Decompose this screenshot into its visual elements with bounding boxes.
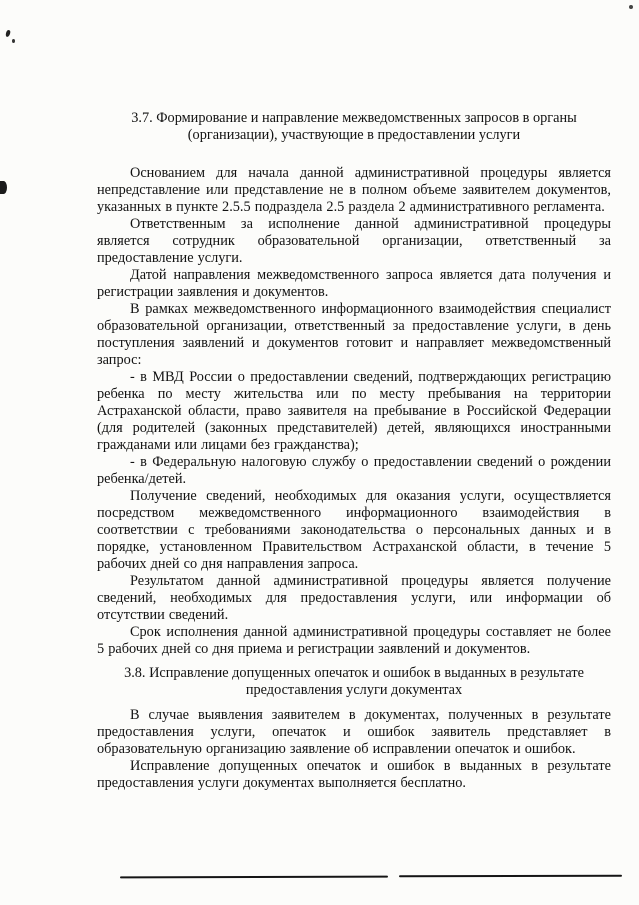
bottom-rule-right <box>399 875 622 878</box>
paragraph: В рамках межведомственного информационного взаимодействия специалист образовательной организации, ответственный за предоставление услуги, в день поступления заявлений и документов готовит и направляет межведомственный запрос: <box>97 301 611 368</box>
paragraph: Исправление допущенных опечаток и ошибок в выданных в результате предоставления услуги документах выполняется бесплатно. <box>97 758 611 791</box>
bottom-rule-left <box>120 876 388 879</box>
document-body <box>97 110 611 792</box>
paragraph: Результатом данной административной процедуры является получение сведений, необходимых для предоставления услуги, или информации об отсутствии сведений. <box>97 573 611 623</box>
ink-blot-left-margin <box>0 181 7 194</box>
paragraph: Ответственным за исполнение данной административной процедуры является сотрудник образовательной организации, ответственный за предоставление услуги. <box>97 216 611 266</box>
section-heading-3-8: 3.8. Исправление допущенных опечаток и ошибок в выданных в результате предоставления услуги документах <box>124 665 584 698</box>
paragraph: Срок исполнения данной административной процедуры составляет не более 5 рабочих дней со дня приема и регистрации заявлений и документов. <box>97 624 611 657</box>
paragraph: Получение сведений, необходимых для оказания услуги, осуществляется посредством межведомственного информационного взаимодействия в соответствии с требованиями законодательства о персональных данных и в порядке, установленном Правительством Астраханской области, в течение 5 рабочих дней со дня направления запроса. <box>97 488 611 572</box>
scan-speck-top-left-2 <box>12 39 15 43</box>
paragraph: - в Федеральную налоговую службу о предоставлении сведений о рождении ребенка/детей. <box>97 454 611 487</box>
paragraph: Датой направления межведомственного запроса является дата получения и регистрации заявления и документов. <box>97 267 611 300</box>
section-heading-3-7: 3.7. Формирование и направление межведомственных запросов в органы (организации), участвующие в предоставлении услуги <box>131 110 577 143</box>
paragraph: В случае выявления заявителем в документах, полученных в результате предоставления услуги, опечаток и ошибок заявитель представляет в образовательную организацию заявление об исправлении опечаток и ошибок. <box>97 707 611 757</box>
paragraph: - в МВД России о предоставлении сведений, подтверждающих регистрацию ребенка по месту жительства или по месту пребывания на территории Астраханской области, право заявителя на пребывание в Российской Федерации (для родителей (законных представителей) детей, являющихся иностранными гражданами или лицами без гражданства); <box>97 369 611 453</box>
paragraph: Основанием для начала данной административной процедуры является непредставление или представление не в полном объеме заявителем документов, указанных в пункте 2.5.5 подраздела 2.5 раздела 2 административного регламента. <box>97 165 611 215</box>
scan-speck-top-right <box>629 5 633 9</box>
scan-speck-top-left <box>5 30 11 38</box>
